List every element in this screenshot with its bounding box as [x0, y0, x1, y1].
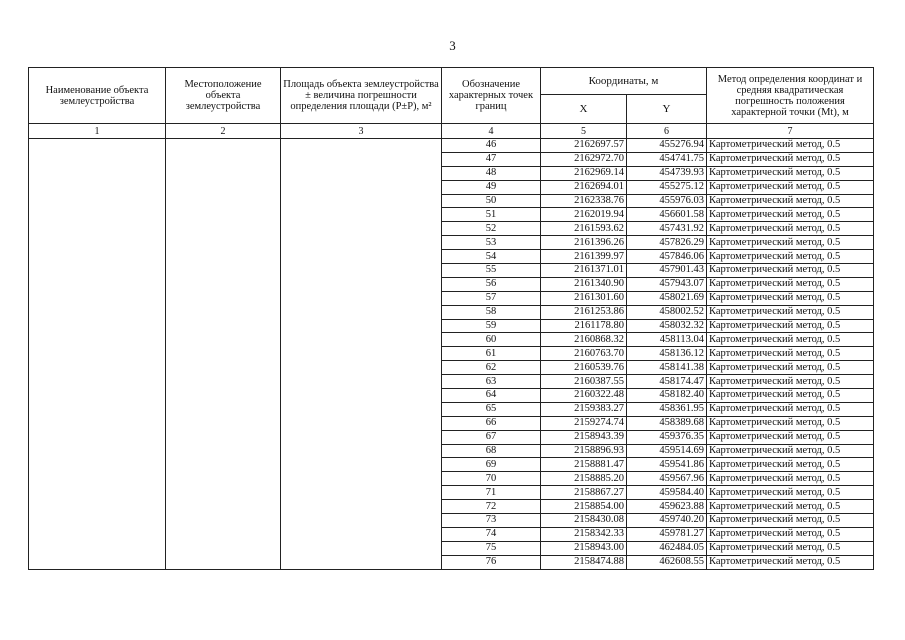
- coord-x-cell: 2162697.57: [541, 139, 627, 153]
- coord-y-cell: 459781.27: [627, 527, 707, 541]
- point-number-cell: 65: [442, 402, 541, 416]
- method-cell: Картометрический метод, 0.5: [707, 500, 874, 514]
- coord-x-cell: 2162972.70: [541, 152, 627, 166]
- header-object-name: Наименование объекта землеустройства: [29, 68, 166, 124]
- method-cell: Картометрический метод, 0.5: [707, 166, 874, 180]
- point-number-cell: 68: [442, 444, 541, 458]
- method-cell: Картометрический метод, 0.5: [707, 444, 874, 458]
- method-cell: Картометрический метод, 0.5: [707, 152, 874, 166]
- coord-y-cell: 457943.07: [627, 277, 707, 291]
- coord-x-cell: 2161371.01: [541, 264, 627, 278]
- coord-y-cell: 457826.29: [627, 236, 707, 250]
- column-number-row: [29, 124, 874, 139]
- column-number: 6: [627, 124, 707, 139]
- header-coordinates: Координаты, м: [541, 68, 707, 95]
- coord-x-cell: 2162338.76: [541, 194, 627, 208]
- method-cell: Картометрический метод, 0.5: [707, 291, 874, 305]
- column-number: 2: [166, 124, 281, 139]
- coord-x-cell: 2158854.00: [541, 500, 627, 514]
- point-number-cell: 70: [442, 472, 541, 486]
- point-number-cell: 63: [442, 375, 541, 389]
- method-cell: Картометрический метод, 0.5: [707, 402, 874, 416]
- coord-x-cell: 2161593.62: [541, 222, 627, 236]
- coord-y-cell: 458361.95: [627, 402, 707, 416]
- coord-x-cell: 2160387.55: [541, 375, 627, 389]
- column-number: 4: [442, 124, 541, 139]
- column-number: 7: [707, 124, 874, 139]
- coord-x-cell: 2161253.86: [541, 305, 627, 319]
- boundary-points-table: [28, 67, 874, 570]
- point-number-cell: 61: [442, 347, 541, 361]
- method-cell: Картометрический метод, 0.5: [707, 194, 874, 208]
- coord-x-cell: 2158881.47: [541, 458, 627, 472]
- method-cell: Картометрический метод, 0.5: [707, 416, 874, 430]
- coord-x-cell: 2162694.01: [541, 180, 627, 194]
- coord-x-cell: 2161396.26: [541, 236, 627, 250]
- point-number-cell: 59: [442, 319, 541, 333]
- point-number-cell: 56: [442, 277, 541, 291]
- coord-y-cell: 455976.03: [627, 194, 707, 208]
- header-area: Площадь объекта землеустройства ± величина погрешности определения площади (P±P), м²: [281, 68, 442, 124]
- coord-y-cell: 458002.52: [627, 305, 707, 319]
- point-number-cell: 71: [442, 486, 541, 500]
- table-row: [29, 139, 874, 153]
- coord-x-cell: 2161399.97: [541, 250, 627, 264]
- method-cell: Картометрический метод, 0.5: [707, 139, 874, 153]
- coord-x-cell: 2158342.33: [541, 527, 627, 541]
- point-number-cell: 72: [442, 500, 541, 514]
- coord-x-cell: 2158943.00: [541, 541, 627, 555]
- point-number-cell: 46: [442, 139, 541, 153]
- coord-y-cell: 459623.88: [627, 500, 707, 514]
- coord-x-cell: 2158867.27: [541, 486, 627, 500]
- method-cell: Картометрический метод, 0.5: [707, 250, 874, 264]
- method-cell: Картометрический метод, 0.5: [707, 389, 874, 403]
- coord-x-cell: 2159383.27: [541, 402, 627, 416]
- point-number-cell: 60: [442, 333, 541, 347]
- method-cell: Картометрический метод, 0.5: [707, 375, 874, 389]
- method-cell: Картометрический метод, 0.5: [707, 555, 874, 569]
- coord-y-cell: 455276.94: [627, 139, 707, 153]
- coord-x-cell: 2160539.76: [541, 361, 627, 375]
- location-cell: [166, 139, 281, 570]
- header-row: [29, 68, 874, 95]
- coord-y-cell: 458174.47: [627, 375, 707, 389]
- method-cell: Картометрический метод, 0.5: [707, 236, 874, 250]
- method-cell: Картометрический метод, 0.5: [707, 222, 874, 236]
- point-number-cell: 54: [442, 250, 541, 264]
- point-number-cell: 51: [442, 208, 541, 222]
- coord-y-cell: 457431.92: [627, 222, 707, 236]
- coord-y-cell: 458182.40: [627, 389, 707, 403]
- coord-x-cell: 2160868.32: [541, 333, 627, 347]
- point-number-cell: 48: [442, 166, 541, 180]
- point-number-cell: 47: [442, 152, 541, 166]
- header-location: Местоположение объекта землеустройства: [166, 68, 281, 124]
- coord-x-cell: 2158943.39: [541, 430, 627, 444]
- method-cell: Картометрический метод, 0.5: [707, 361, 874, 375]
- header-y: Y: [627, 95, 707, 124]
- header-method: Метод определения координат и средняя квадратическая погрешность положения характерной точки (Mt), м: [707, 68, 874, 124]
- point-number-cell: 52: [442, 222, 541, 236]
- coord-y-cell: 459740.20: [627, 514, 707, 528]
- area-cell: [281, 139, 442, 570]
- coord-y-cell: 458032.32: [627, 319, 707, 333]
- point-number-cell: 73: [442, 514, 541, 528]
- method-cell: Картометрический метод, 0.5: [707, 333, 874, 347]
- point-number-cell: 49: [442, 180, 541, 194]
- method-cell: Картометрический метод, 0.5: [707, 208, 874, 222]
- coord-y-cell: 459567.96: [627, 472, 707, 486]
- coord-x-cell: 2161340.90: [541, 277, 627, 291]
- column-number: 3: [281, 124, 442, 139]
- coord-x-cell: 2160763.70: [541, 347, 627, 361]
- coord-x-cell: 2160322.48: [541, 389, 627, 403]
- method-cell: Картометрический метод, 0.5: [707, 486, 874, 500]
- point-number-cell: 55: [442, 264, 541, 278]
- header-point-designation: Обозначение характерных точек границ: [442, 68, 541, 124]
- coord-y-cell: 454741.75: [627, 152, 707, 166]
- coord-y-cell: 455275.12: [627, 180, 707, 194]
- point-number-cell: 62: [442, 361, 541, 375]
- method-cell: Картометрический метод, 0.5: [707, 264, 874, 278]
- point-number-cell: 64: [442, 389, 541, 403]
- coord-x-cell: 2161178.80: [541, 319, 627, 333]
- method-cell: Картометрический метод, 0.5: [707, 458, 874, 472]
- page-number: 3: [449, 38, 456, 53]
- method-cell: Картометрический метод, 0.5: [707, 347, 874, 361]
- coord-y-cell: 457846.06: [627, 250, 707, 264]
- coord-x-cell: 2159274.74: [541, 416, 627, 430]
- coord-y-cell: 458141.38: [627, 361, 707, 375]
- point-number-cell: 74: [442, 527, 541, 541]
- header-x: X: [541, 95, 627, 124]
- coord-y-cell: 459376.35: [627, 430, 707, 444]
- coord-y-cell: 462608.55: [627, 555, 707, 569]
- coord-y-cell: 458021.69: [627, 291, 707, 305]
- coord-y-cell: 458389.68: [627, 416, 707, 430]
- coord-y-cell: 456601.58: [627, 208, 707, 222]
- coord-y-cell: 458136.12: [627, 347, 707, 361]
- method-cell: Картометрический метод, 0.5: [707, 541, 874, 555]
- point-number-cell: 67: [442, 430, 541, 444]
- method-cell: Картометрический метод, 0.5: [707, 277, 874, 291]
- coord-y-cell: 462484.05: [627, 541, 707, 555]
- method-cell: Картометрический метод, 0.5: [707, 472, 874, 486]
- point-number-cell: 69: [442, 458, 541, 472]
- coord-y-cell: 457901.43: [627, 264, 707, 278]
- point-number-cell: 66: [442, 416, 541, 430]
- method-cell: Картометрический метод, 0.5: [707, 305, 874, 319]
- point-number-cell: 50: [442, 194, 541, 208]
- point-number-cell: 58: [442, 305, 541, 319]
- point-number-cell: 76: [442, 555, 541, 569]
- coord-x-cell: 2162019.94: [541, 208, 627, 222]
- object-name-cell: [29, 139, 166, 570]
- method-cell: Картометрический метод, 0.5: [707, 527, 874, 541]
- table-body: [29, 139, 874, 570]
- coord-x-cell: 2162969.14: [541, 166, 627, 180]
- method-cell: Картометрический метод, 0.5: [707, 319, 874, 333]
- coord-y-cell: 459514.69: [627, 444, 707, 458]
- point-number-cell: 75: [442, 541, 541, 555]
- coord-x-cell: 2158885.20: [541, 472, 627, 486]
- coord-x-cell: 2158430.08: [541, 514, 627, 528]
- method-cell: Картометрический метод, 0.5: [707, 514, 874, 528]
- column-number: 1: [29, 124, 166, 139]
- coord-x-cell: 2158474.88: [541, 555, 627, 569]
- column-number: 5: [541, 124, 627, 139]
- coord-y-cell: 459584.40: [627, 486, 707, 500]
- coord-y-cell: 454739.93: [627, 166, 707, 180]
- point-number-cell: 53: [442, 236, 541, 250]
- coord-x-cell: 2161301.60: [541, 291, 627, 305]
- coord-y-cell: 458113.04: [627, 333, 707, 347]
- coord-y-cell: 459541.86: [627, 458, 707, 472]
- coord-x-cell: 2158896.93: [541, 444, 627, 458]
- method-cell: Картометрический метод, 0.5: [707, 180, 874, 194]
- point-number-cell: 57: [442, 291, 541, 305]
- method-cell: Картометрический метод, 0.5: [707, 430, 874, 444]
